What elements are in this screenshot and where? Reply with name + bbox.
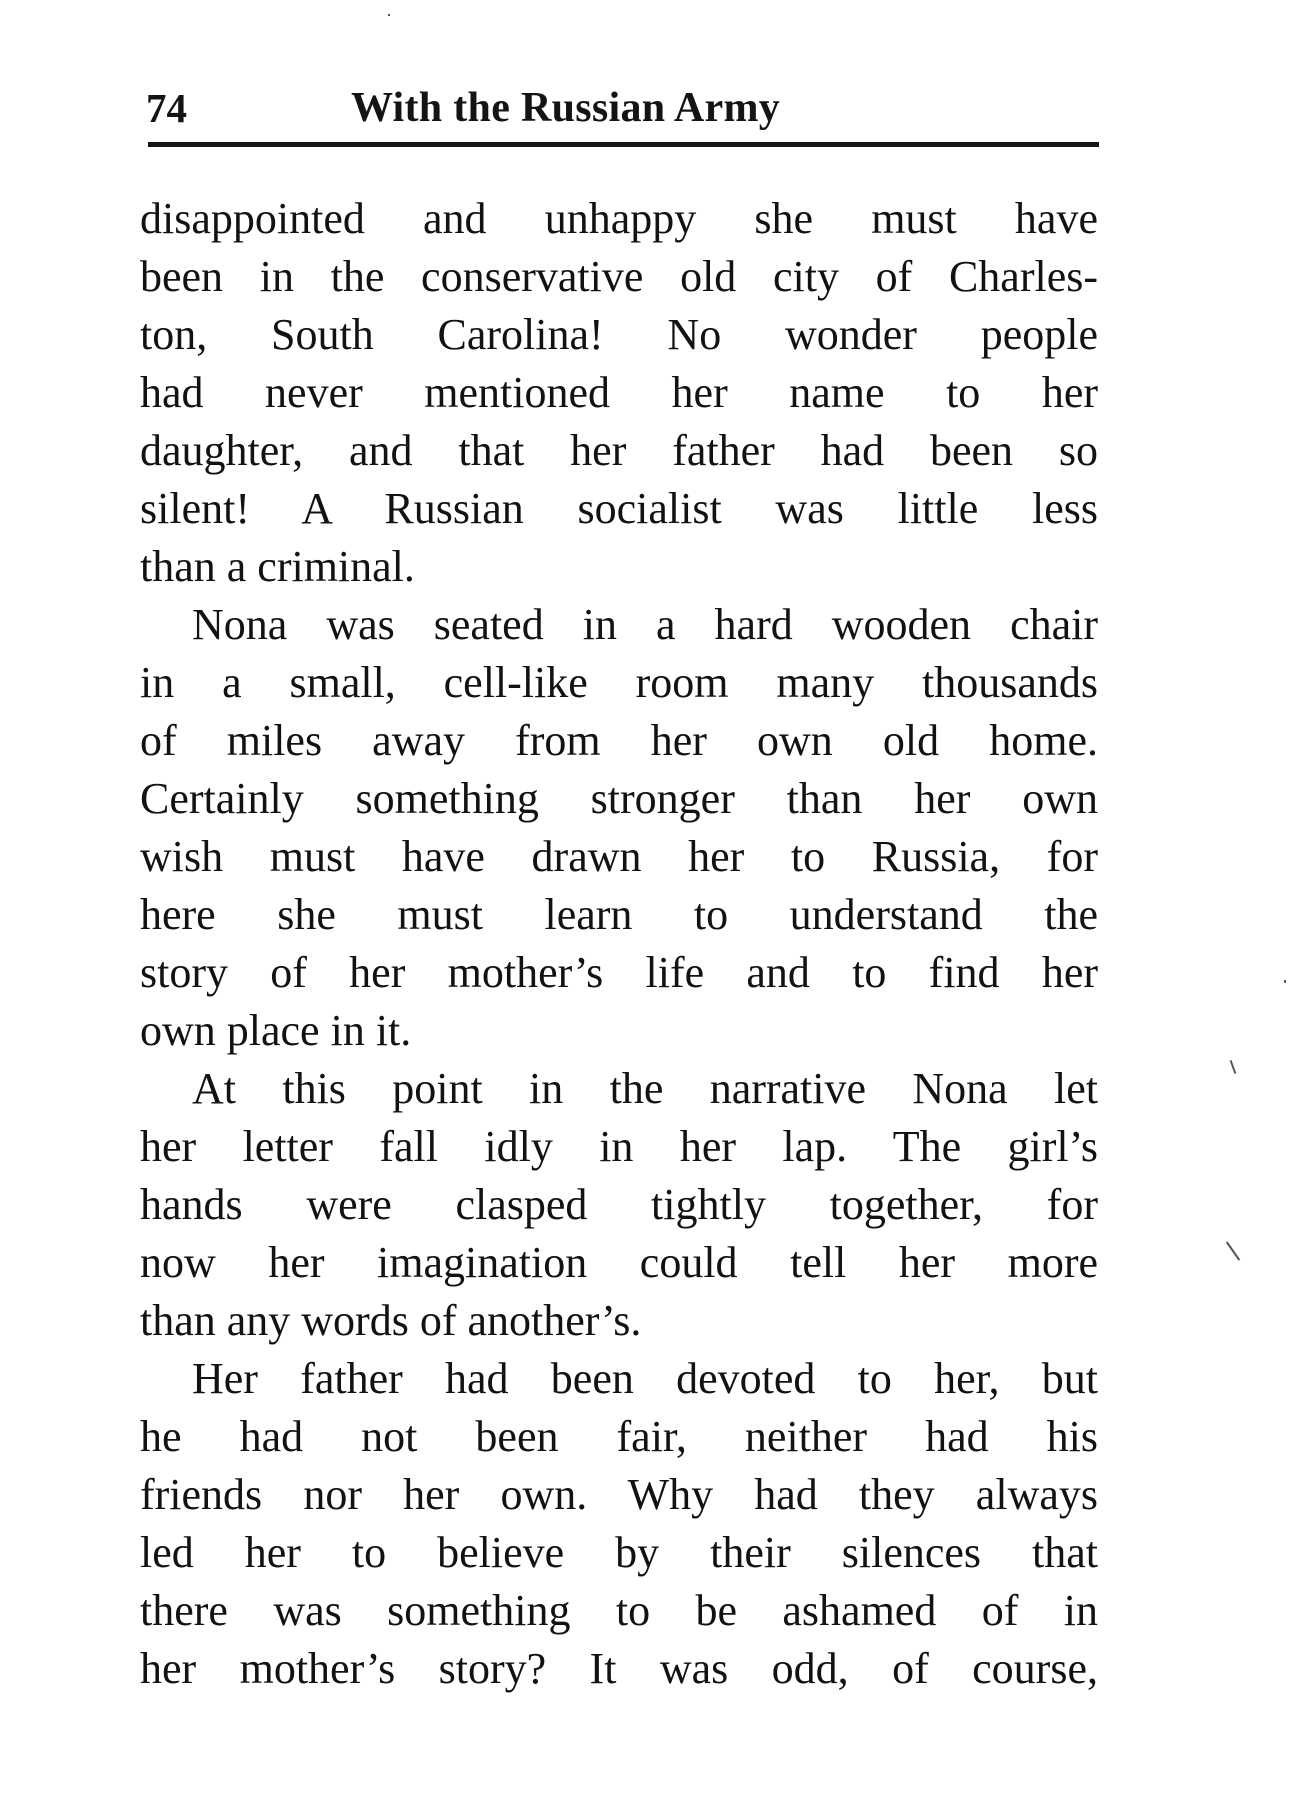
text-line: of miles away from her own old home. [140,716,1098,765]
text-line: hands were clasped tightly together, for [140,1180,1098,1229]
text-line: own place in it. [140,1006,412,1055]
text-line: than a criminal. [140,542,415,591]
text-line: there was something to be ashamed of in [140,1586,1098,1635]
text-line: led her to believe by their silences that [140,1528,1098,1577]
text-line: he had not been fair, neither had his [140,1412,1098,1461]
body-text [140,190,1098,1698]
paragraph-first-line: Nona was seated in a hard wooden chair [192,600,1098,649]
text-line: her mother’s story? It was odd, of course, [140,1644,1098,1693]
page-number: 74 [146,85,187,131]
text-line: ton, South Carolina! No wonder people [140,310,1098,359]
text-line: in a small, cell-like room many thousands [140,658,1098,707]
header-rule [148,142,1099,147]
text-line: here she must learn to understand the [140,890,1098,939]
text-line: silent! A Russian socialist was little less [140,484,1098,533]
scan-speck [1226,1241,1240,1260]
text-line: than any words of another’s. [140,1296,642,1345]
text-line: now her imagination could tell her more [140,1238,1098,1287]
paragraph-first-line: Her father had been devoted to her, but [192,1354,1098,1403]
text-line: daughter, and that her father had been so [140,426,1098,475]
scan-speck [1284,980,1286,983]
text-line: been in the conservative old city of Charles- [140,252,1098,301]
running-head [146,72,1098,142]
running-title: With the Russian Army [351,85,781,131]
text-line: wish must have drawn her to Russia, for [140,832,1098,881]
text-line: had never mentioned her name to her [140,368,1098,417]
scan-speck [388,14,390,16]
text-line: Certainly something stronger than her own [140,774,1098,823]
text-line: her letter fall idly in her lap. The girl’s [140,1122,1098,1171]
text-line: friends nor her own. Why had they always [140,1470,1098,1519]
scan-speck [1230,1060,1237,1074]
paragraph-first-line: At this point in the narrative Nona let [192,1064,1098,1113]
text-line: disappointed and unhappy she must have [140,194,1098,243]
text-line: story of her mother’s life and to find her [140,948,1098,997]
